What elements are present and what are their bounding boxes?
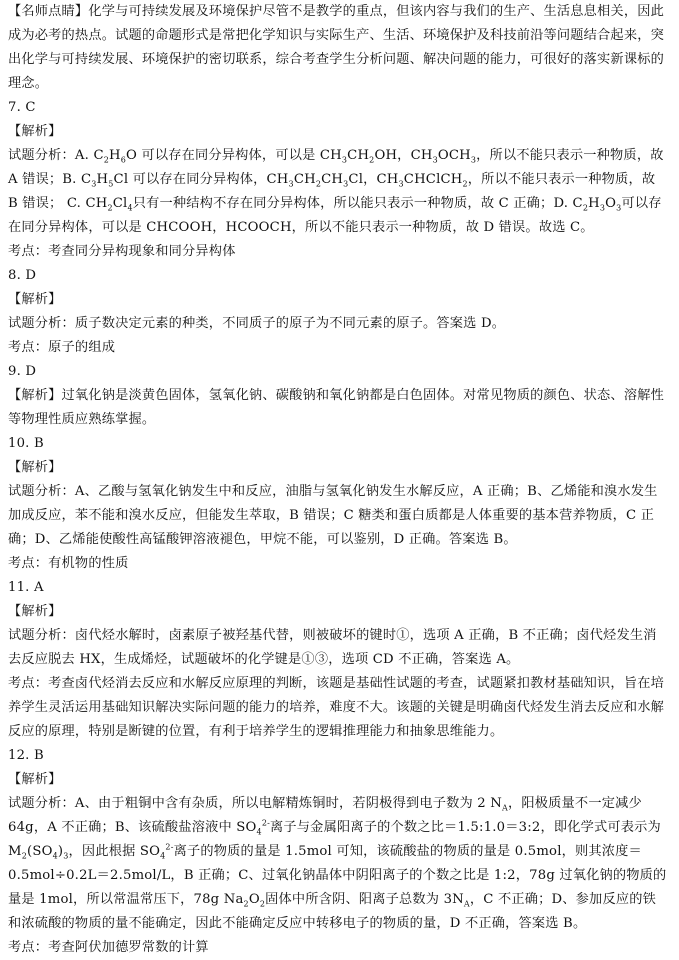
answer-12: 12. B <box>8 748 44 763</box>
answer-11: 11. A <box>8 580 44 595</box>
answer-7: 7. C <box>8 100 36 115</box>
knowledge-point-11: 考点：考查卤代烃消去反应和水解反应原理的判断，该题是基础性试题的考查，试题紧扣教材基础知识，旨在培养学生灵活运用基础知识解决实际问题的能力的培养，难度不大。该题的关键是明确卤代烃发生消去反应和水解反应的原理，特别是断键的位置，有利于培养学生的逻辑推理能力和抽象思维能力。 <box>8 676 664 739</box>
analysis-9: 【解析】过氧化钠是淡黄色固体，氢氧化钠、碳酸钠和氧化钠都是白色固体。对常见物质的颜色、状态、溶解性等物理性质应熟练掌握。 <box>8 388 664 427</box>
knowledge-point-10: 考点：有机物的性质 <box>8 556 129 571</box>
knowledge-point-7: 考点：考查同分异构现象和同分异构体 <box>8 244 236 259</box>
knowledge-point-8: 考点：原子的组成 <box>8 340 116 355</box>
answer-9: 9. D <box>8 364 37 379</box>
famous-teacher-comment: 【名师点睛】化学与可持续发展及环境保护尽管不是教学的重点，但该内容与我们的生产、生活息息相关，因此成为必考的热点。试题的命题形式是常把化学知识与实际生产、生活、环境保护及科技前沿等问题结合起来，突出化学与可持续发展、环境保护的密切联系，综合考查学生分析问题、解决问题的能力，可很好的落实新课标的理念。 <box>8 4 664 91</box>
analysis-heading-12: 【解析】 <box>8 772 62 787</box>
analysis-12: 试题分析：A、由于粗铜中含有杂质，所以电解精炼铜时，若阴极得到电子数为 2 $N_A$，阳极质量不一定减少 64g，A 不正确；B、该硫酸盐溶液中 $SO_4^{2-}$离子与金属阳离子的个数之比＝1.5:1.0＝3:2，即化学式可表示为 $M_2(SO_4)_3$，因此根据 $SO_4^{2-}$离子的物质的量是 1.5mol 可知，该硫酸盐的物质的量是 0.5mol，则其浓度＝0.5mol÷0.2L＝2.5mol/L，B 正确；C、过氧化钠晶体中阴阳离子的个数之比是 1:2，78g 过氧化钠的物质的量是 1mol，所以常温常压下，78g $Na_2O_2$固体中所含阴、阳离子总数为 $3N_A$，C 不正确；D、参加反应的铁和浓硫酸的物质的量不能确定，因此不能确定反应中转移电子的物质的量，D 不正确，答案选 B。 <box>8 796 667 931</box>
answer-8: 8. D <box>8 268 37 283</box>
analysis-8: 试题分析：质子数决定元素的种类，不同质子的原子为不同元素的原子。答案选 D。 <box>8 316 506 331</box>
knowledge-point-12: 考点：考查阿伏加德罗常数的计算 <box>8 940 209 955</box>
analysis-10: 试题分析：A、乙酸与氢氧化钠发生中和反应，油脂与氢氧化钠发生水解反应，A 正确；B、乙烯能和溴水发生加成反应，苯不能和溴水反应，但能发生萃取，B 错误；C 糖类和蛋白质都是人体重要的基本营养物质，C 正确；D、乙烯能使酸性高锰酸钾溶液褪色，甲烷不能，可以鉴别，D 正确。答案选 B。 <box>8 484 658 547</box>
analysis-7: 试题分析：A. $C_2H_6O$ 可以存在同分异构体，可以是 $CH_3CH_2OH$，$CH_3OCH_3$，所以不能只表示一种物质，故 A 错误；B. $C_3H_5Cl$ 可以存在同分异构体，$CH_3CH_2CH_3Cl$，$CH_3CHClCH_2$，所以不能只表示一种物质，故 B 错误； C. $CH_2Cl_4$只有一种结构不存在同分异构体，所以能只表示一种物质，故 C 正确；D. $C_2H_3O_3$可以存在同分异构体，可以是 CHCOOH，HCOOCH，所以不能只表示一种物质，故 D 错误。故选 C。 <box>8 148 664 235</box>
analysis-heading-10: 【解析】 <box>8 460 62 475</box>
answer-10: 10. B <box>8 436 44 451</box>
analysis-heading-11: 【解析】 <box>8 604 62 619</box>
analysis-heading-8: 【解析】 <box>8 292 62 307</box>
analysis-heading-7: 【解析】 <box>8 124 62 139</box>
analysis-11: 试题分析：卤代烃水解时，卤素原子被羟基代替，则被破坏的键时①，选项 A 正确，B 不正确；卤代烃发生消去反应脱去 HX，生成烯烃，试题破坏的化学键是①③，选项 CD 不正确，答案选 A。 <box>8 628 657 667</box>
